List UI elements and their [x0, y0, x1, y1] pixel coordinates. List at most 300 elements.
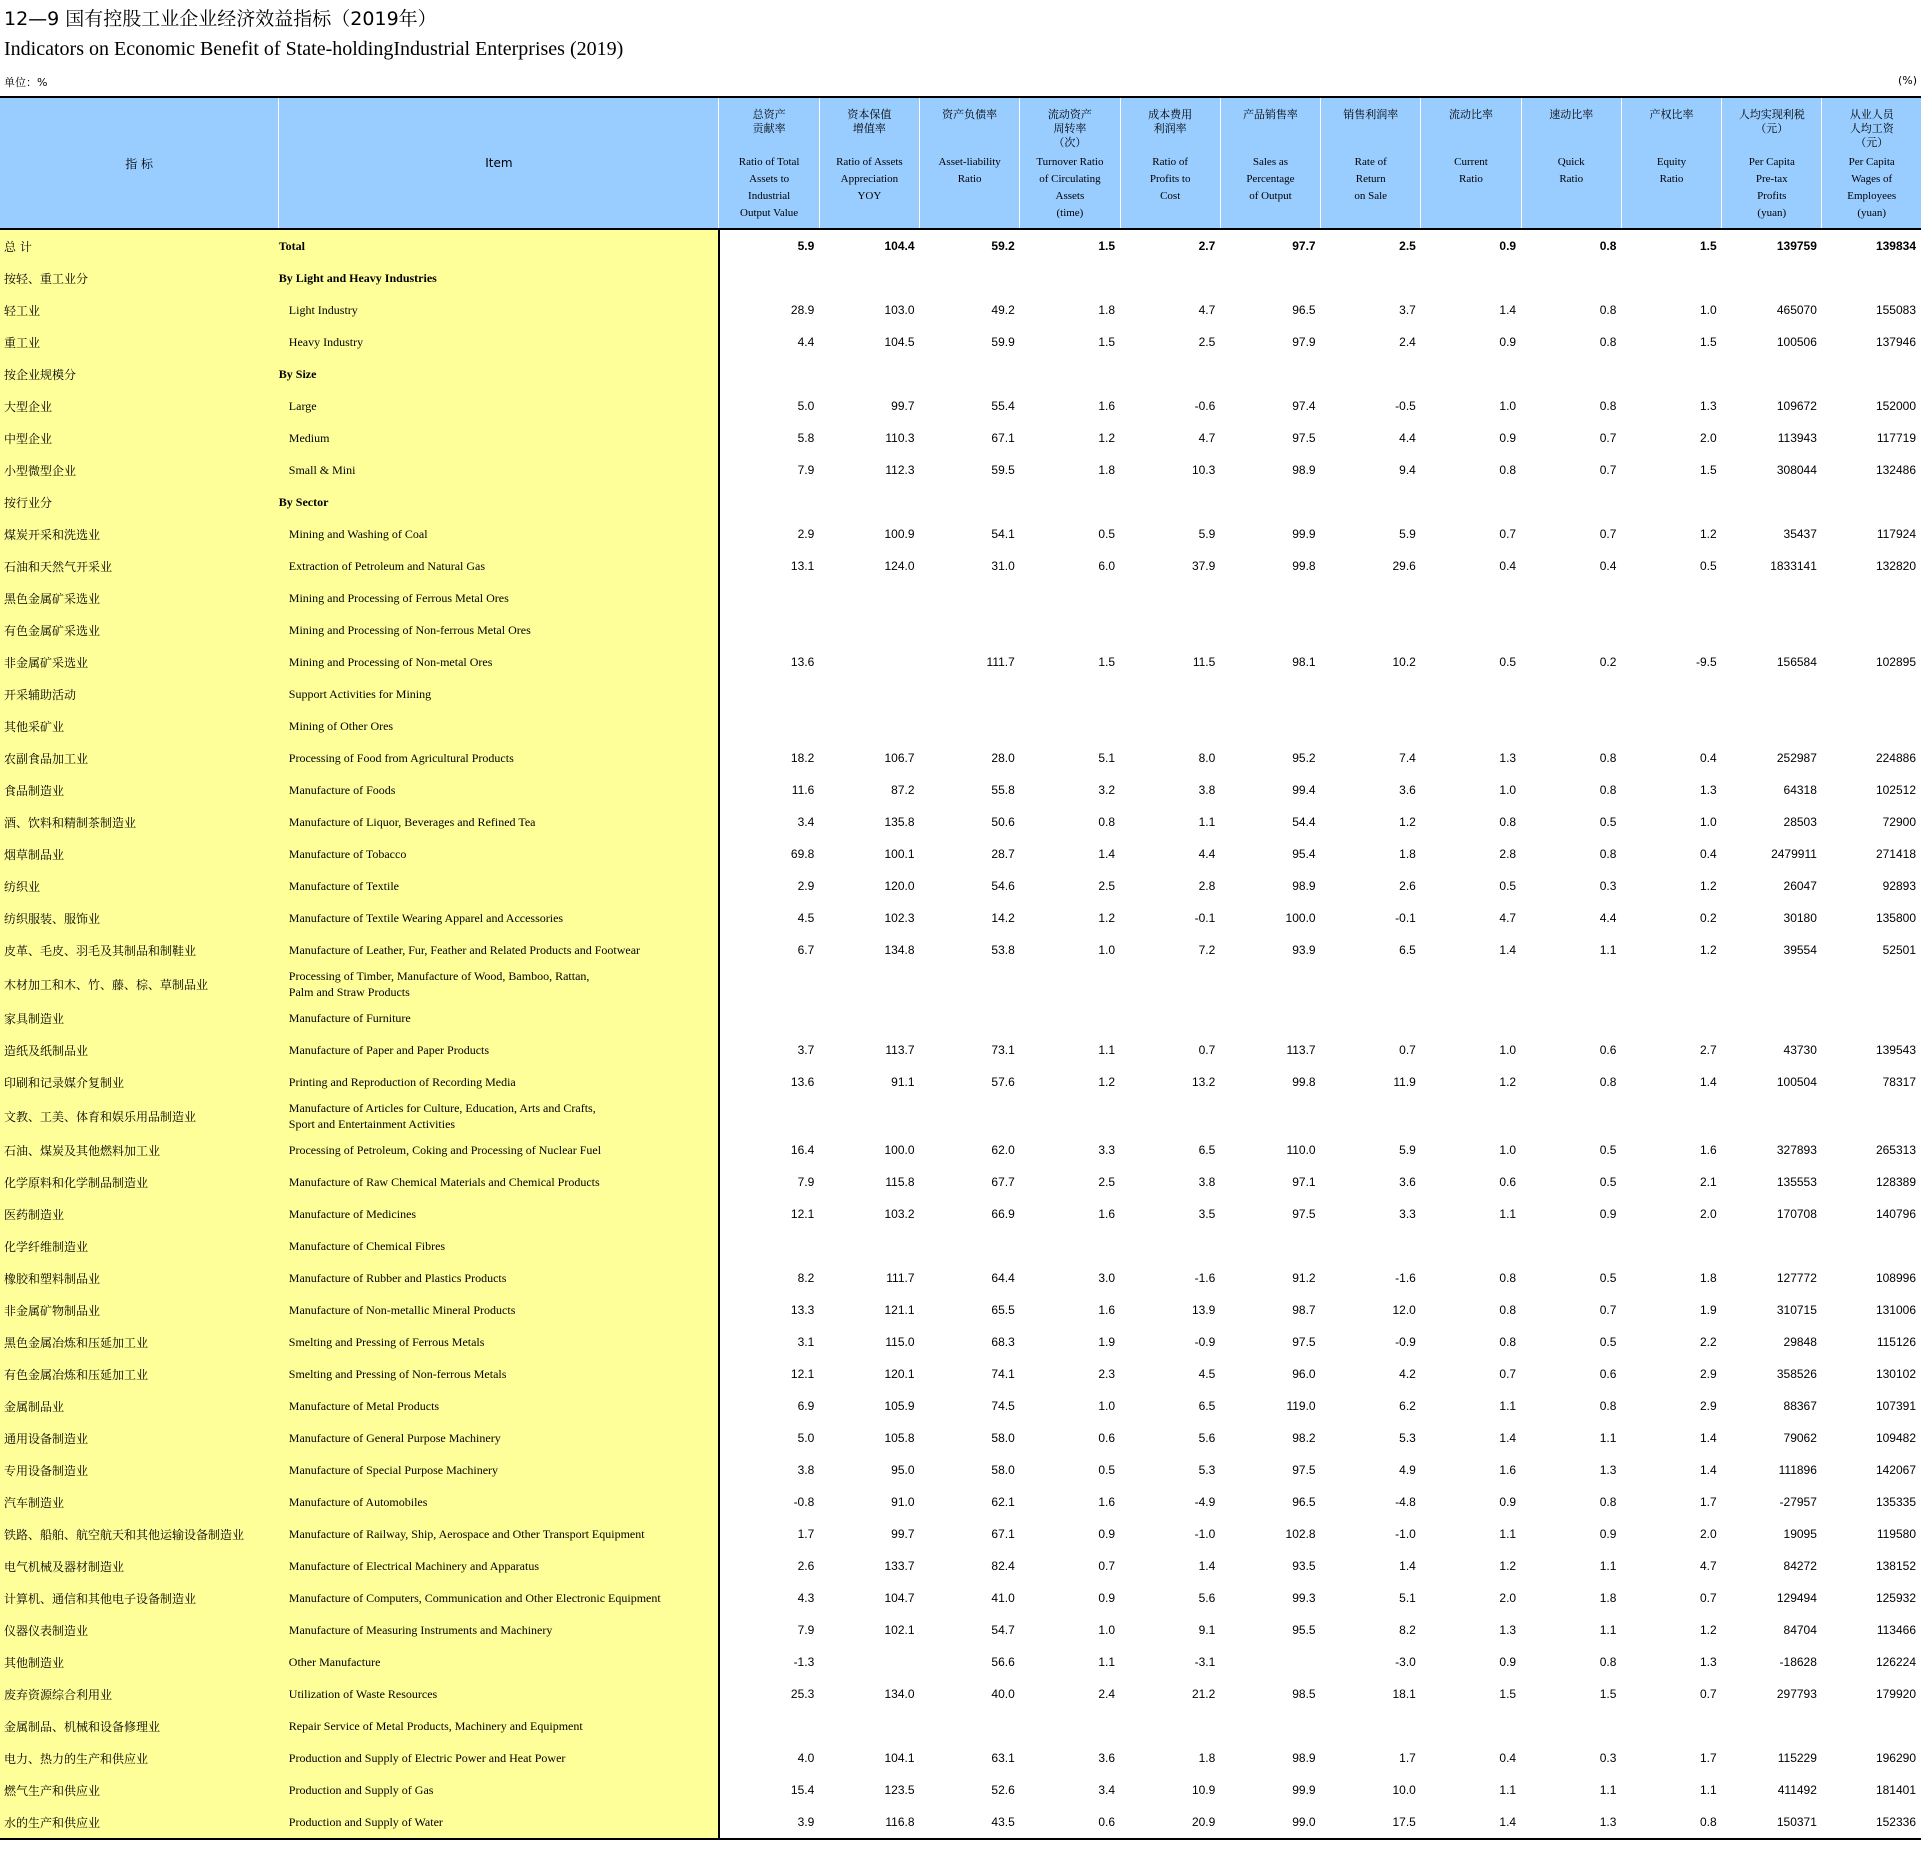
data-cell — [1621, 1230, 1721, 1262]
row-label-en — [279, 1034, 719, 1066]
data-cell: 91.2 — [1292, 1271, 1316, 1285]
data-cell: 5.3 — [1198, 1463, 1216, 1477]
data-cell: 1.4 — [1098, 847, 1116, 861]
data-cell: 31.0 — [991, 559, 1015, 573]
row-label-en — [279, 934, 719, 966]
data-cell: 8.2 — [1399, 1623, 1416, 1637]
row-label-en — [279, 902, 719, 934]
table-row — [0, 1806, 1921, 1839]
data-cell: 4.7 — [1699, 1559, 1717, 1573]
row-label-en-text: Manufacture of Electrical Machinery and Apparatus — [288, 1559, 540, 1573]
data-cell — [1822, 678, 1921, 710]
row-label-en — [279, 390, 719, 422]
column-header-cn: 总资产 贡献率 — [752, 108, 786, 135]
data-cell — [1722, 678, 1822, 710]
column-header-cn: 人均实现利税 （元） — [1738, 108, 1805, 135]
data-cell: 99.0 — [1220, 1806, 1320, 1839]
row-label-en — [279, 486, 719, 518]
data-cell: 3.4 — [797, 815, 815, 829]
data-cell: 0.9 — [1599, 1527, 1617, 1541]
data-cell — [1020, 1002, 1120, 1034]
data-cell: 15.4 — [790, 1783, 815, 1797]
row-label-en — [279, 614, 719, 646]
data-cell: 196290 — [1875, 1751, 1916, 1765]
row-label-cn: 按轻、重工业分 — [0, 262, 279, 294]
data-cell: 1.1 — [1499, 1783, 1517, 1797]
data-cell: 0.9 — [1098, 1527, 1116, 1541]
data-cell: 98.9 — [1292, 1751, 1316, 1765]
data-cell — [1120, 1098, 1220, 1134]
data-cell: 1.0 — [1098, 943, 1116, 957]
data-cell: 109672 — [1776, 399, 1817, 413]
data-cell: 99.3 — [1292, 1591, 1316, 1605]
data-cell: 3.4 — [1098, 1783, 1116, 1797]
data-cell — [1321, 1710, 1421, 1742]
data-cell: 1.2 — [1699, 1623, 1717, 1637]
data-cell: 18.1 — [1392, 1687, 1416, 1701]
data-cell: 2.5 — [1198, 335, 1216, 349]
row-label-cn: 医药制造业 — [0, 1198, 279, 1230]
row-label-cn: 小型微型企业 — [0, 454, 279, 486]
data-cell: 2.8 — [1198, 879, 1216, 893]
data-cell — [819, 614, 919, 646]
data-cell — [1220, 582, 1320, 614]
data-cell: 3.7 — [797, 1043, 815, 1057]
data-cell: 96.0 — [1292, 1367, 1316, 1381]
column-header-cn: 资产负债率 — [942, 108, 998, 121]
row-label-en-text: Light Industry — [288, 303, 358, 317]
data-cell — [719, 614, 819, 646]
data-cell: 98.2 — [1292, 1431, 1316, 1445]
data-cell: 0.7 — [1599, 463, 1617, 477]
data-cell: 1.2 — [1699, 879, 1717, 893]
data-cell: 113.7 — [885, 1043, 915, 1057]
data-cell: -0.5 — [1395, 399, 1416, 413]
data-cell: 74.5 — [991, 1399, 1015, 1413]
data-cell: 99.8 — [1292, 1075, 1316, 1089]
data-cell: 5.9 — [797, 239, 815, 253]
data-cell: 1.8 — [1098, 303, 1116, 317]
column-header-en: Ratio of Total Assets to Industrial Output Value — [738, 156, 800, 219]
data-cell: 1.1 — [1198, 815, 1216, 829]
data-cell: 117924 — [1876, 527, 1916, 541]
data-cell: 1.3 — [1499, 1623, 1517, 1637]
data-cell: 97.4 — [1292, 399, 1316, 413]
table-row — [0, 870, 1921, 902]
row-label-en — [279, 1774, 719, 1806]
data-cell: 0.6 — [1599, 1367, 1617, 1381]
data-cell: 3.8 — [1198, 1175, 1216, 1189]
data-cell — [1321, 710, 1421, 742]
data-cell: 0.5 — [1599, 1143, 1617, 1157]
data-cell: 135553 — [1776, 1175, 1817, 1189]
data-cell: 1.4 — [1499, 943, 1517, 957]
table-row — [0, 1262, 1921, 1294]
data-cell: 105.8 — [884, 1431, 915, 1445]
data-cell: 13.6 — [790, 1075, 815, 1089]
data-cell: 102.1 — [884, 1623, 915, 1637]
data-cell: 134.8 — [884, 943, 915, 957]
data-cell: -18628 — [1779, 1655, 1817, 1669]
data-cell: 0.2 — [1699, 911, 1717, 925]
row-label-cn: 通用设备制造业 — [0, 1422, 279, 1454]
data-cell: 98.5 — [1292, 1687, 1316, 1701]
row-label-en-text: Manufacture of Furniture — [288, 1011, 411, 1025]
data-cell: 18.2 — [790, 751, 815, 765]
data-cell: 1.2 — [1499, 1559, 1517, 1573]
data-cell: 5.0 — [797, 399, 815, 413]
row-label-en-text: By Sector — [278, 495, 329, 509]
data-cell — [1421, 262, 1521, 294]
data-cell: 1.1 — [1499, 1399, 1517, 1413]
column-header — [1621, 97, 1721, 229]
table-row — [0, 1358, 1921, 1390]
data-cell: 59.5 — [991, 463, 1015, 477]
column-header-en: Current Ratio — [1454, 156, 1488, 185]
data-cell — [1621, 1710, 1721, 1742]
row-label-en — [279, 1198, 719, 1230]
data-cell: 115126 — [1876, 1335, 1916, 1349]
data-cell: 52.6 — [991, 1783, 1015, 1797]
data-cell: 28.7 — [991, 847, 1015, 861]
data-cell: 105.9 — [884, 1399, 915, 1413]
data-cell: 116.8 — [819, 1806, 919, 1839]
row-label-cn: 煤炭开采和洗选业 — [0, 518, 279, 550]
data-cell: -4.9 — [1194, 1495, 1216, 1509]
data-cell: 13.1 — [790, 559, 815, 573]
column-header — [719, 97, 819, 229]
data-cell — [819, 710, 919, 742]
row-label-cn: 金属制品业 — [0, 1390, 279, 1422]
row-label-en — [279, 1454, 719, 1486]
data-cell: 0.7 — [1599, 1303, 1617, 1317]
data-cell — [819, 486, 919, 518]
column-header-cn: 销售利润率 — [1343, 108, 1399, 121]
data-cell — [1822, 358, 1921, 390]
data-cell — [1220, 614, 1320, 646]
table-row — [0, 1774, 1921, 1806]
data-cell: -1.6 — [1194, 1271, 1216, 1285]
row-label-en — [279, 518, 719, 550]
data-cell — [1020, 678, 1120, 710]
data-cell — [1722, 358, 1822, 390]
data-cell: 13.2 — [1191, 1075, 1216, 1089]
row-label-cn: 水的生产和供应业 — [0, 1806, 279, 1839]
data-cell: 35437 — [1783, 527, 1817, 541]
data-cell: 28.0 — [991, 751, 1015, 765]
row-label-en-text: Manufacture of Paper and Paper Products — [288, 1043, 490, 1057]
data-cell: 119.0 — [1286, 1399, 1316, 1413]
row-label-en — [279, 1806, 719, 1839]
row-label-en-text: Smelting and Pressing of Ferrous Metals — [288, 1335, 485, 1349]
data-cell: 103.2 — [884, 1207, 915, 1221]
row-label-en-text: Total — [278, 239, 306, 253]
row-label-en-text: Production and Supply of Electric Power and Heat Power — [288, 1751, 566, 1765]
column-header-en: Asset-liability Ratio — [938, 156, 1001, 185]
row-label-en-text: Mining of Other Ores — [288, 719, 394, 733]
data-cell: -0.9 — [1395, 1335, 1416, 1349]
data-cell — [1321, 1230, 1421, 1262]
page-title-cn: 12—9 国有控股工业企业经济效益指标（2019年） — [4, 8, 437, 30]
data-cell: 1.0 — [1499, 1143, 1517, 1157]
data-cell: -0.1 — [1194, 911, 1216, 925]
data-cell — [1020, 582, 1120, 614]
table-row — [0, 229, 1921, 262]
row-label-en-text: Manufacture of Foods — [288, 783, 396, 797]
data-cell — [920, 966, 1020, 1002]
data-cell: 5.3 — [1399, 1431, 1416, 1445]
row-label-en — [279, 1582, 719, 1614]
data-cell: 102.8 — [1285, 1527, 1316, 1541]
table-row — [0, 486, 1921, 518]
data-cell: 181401 — [1875, 1783, 1916, 1797]
data-cell: 1.1 — [1098, 1043, 1116, 1057]
data-cell: 0.8 — [1599, 847, 1617, 861]
table-row — [0, 1614, 1921, 1646]
data-cell: 1.2 — [1499, 1075, 1517, 1089]
data-cell — [1220, 358, 1320, 390]
column-header-cn: 成本费用 利润率 — [1148, 108, 1193, 135]
data-cell: 93.9 — [1292, 943, 1316, 957]
data-cell — [1822, 1230, 1921, 1262]
row-label-cn: 木材加工和木、竹、藤、棕、草制品业 — [0, 966, 279, 1002]
data-cell: 127772 — [1776, 1271, 1817, 1285]
data-cell: 20.9 — [1120, 1806, 1220, 1839]
data-cell: 1.2 — [1098, 911, 1116, 925]
column-header-cn: 速动比率 — [1549, 108, 1594, 121]
data-cell: 2.2 — [1699, 1335, 1717, 1349]
data-cell: 13.9 — [1191, 1303, 1216, 1317]
data-cell: 115229 — [1777, 1751, 1817, 1765]
data-cell: 99.7 — [891, 399, 915, 413]
data-cell — [1722, 710, 1822, 742]
data-cell — [1020, 358, 1120, 390]
row-label-en-text: Manufacture of Railway, Ship, Aerospace and Other Transport Equipment — [288, 1527, 645, 1541]
data-cell — [1521, 1710, 1621, 1742]
row-label-cn: 纺织业 — [0, 870, 279, 902]
data-cell: 0.8 — [1599, 335, 1617, 349]
data-cell: -0.8 — [793, 1495, 815, 1509]
data-cell: 0.8 — [1499, 1271, 1517, 1285]
data-cell: 55.4 — [991, 399, 1015, 413]
data-cell: 1.3 — [1599, 1463, 1617, 1477]
data-cell: 139759 — [1776, 239, 1817, 253]
data-cell: 1.6 — [1499, 1463, 1517, 1477]
table-row — [0, 614, 1921, 646]
data-cell: 95.2 — [1292, 751, 1316, 765]
data-cell: 2.0 — [1499, 1591, 1517, 1605]
row-label-en-text: Manufacture of General Purpose Machinery — [288, 1431, 501, 1445]
data-cell: 0.5 — [1599, 1271, 1617, 1285]
data-cell: 5.9 — [1198, 527, 1216, 541]
data-cell — [719, 1098, 819, 1134]
data-cell: 0.8 — [1499, 463, 1517, 477]
data-cell: 6.5 — [1399, 943, 1416, 957]
data-cell: 1.4 — [1699, 1431, 1717, 1445]
data-cell: 108996 — [1875, 1271, 1916, 1285]
data-cell: 0.9 — [1499, 1495, 1517, 1509]
column-header-cn: 产品销售率 — [1242, 108, 1298, 121]
data-cell: 0.7 — [1098, 1559, 1116, 1573]
table-row — [0, 966, 1921, 1002]
data-cell: 91.0 — [891, 1495, 915, 1509]
data-cell: 1.5 — [1599, 1687, 1617, 1701]
data-cell: 104.7 — [884, 1591, 915, 1605]
data-cell: 49.2 — [991, 303, 1015, 317]
data-cell: 111.7 — [886, 1271, 915, 1285]
data-cell: 1.3 — [1699, 399, 1717, 413]
data-cell: 63.1 — [991, 1751, 1015, 1765]
data-cell: 100504 — [1776, 1075, 1817, 1089]
data-cell: -1.6 — [1395, 1271, 1416, 1285]
row-label-en-text: Processing of Food from Agricultural Products — [288, 751, 514, 765]
row-label-en-text: Manufacture of Automobiles — [288, 1495, 428, 1509]
data-cell: 1.4 — [1198, 1559, 1216, 1573]
header-label-en: Item — [279, 97, 719, 229]
data-cell — [1421, 1710, 1521, 1742]
row-label-en-text: Other Manufacture — [288, 1655, 381, 1669]
data-cell — [1120, 358, 1220, 390]
data-cell — [819, 262, 919, 294]
table-row — [0, 1710, 1921, 1742]
data-cell: 28.9 — [790, 303, 815, 317]
data-cell — [1321, 614, 1421, 646]
data-cell: 135.8 — [884, 815, 915, 829]
data-cell — [1220, 486, 1320, 518]
data-cell: 0.8 — [1599, 1399, 1617, 1413]
row-label-cn: 电力、热力的生产和供应业 — [0, 1742, 279, 1774]
data-cell: 1.1 — [1699, 1783, 1717, 1797]
data-cell — [920, 614, 1020, 646]
data-cell: 1.5 — [1699, 239, 1717, 253]
column-header — [1722, 97, 1822, 229]
row-label-en — [279, 550, 719, 582]
data-cell — [920, 582, 1020, 614]
data-cell: 4.2 — [1399, 1367, 1416, 1381]
data-cell: 98.9 — [1292, 463, 1316, 477]
data-cell: -0.9 — [1194, 1335, 1216, 1349]
table-row — [0, 326, 1921, 358]
data-cell: 98.7 — [1292, 1303, 1316, 1317]
data-cell: 67.1 — [991, 431, 1015, 445]
data-cell — [1120, 678, 1220, 710]
data-cell — [1020, 710, 1120, 742]
table-row — [0, 518, 1921, 550]
data-cell — [920, 1230, 1020, 1262]
data-cell — [1020, 262, 1120, 294]
data-cell: 96.5 — [1292, 1495, 1316, 1509]
data-cell: 0.9 — [1499, 431, 1517, 445]
data-cell: 58.0 — [991, 1431, 1015, 1445]
data-cell — [1421, 614, 1521, 646]
data-cell: 0.5 — [1098, 1463, 1116, 1477]
data-cell: 0.7 — [1699, 1591, 1717, 1605]
data-cell: 12.1 — [790, 1367, 815, 1381]
row-label-en-text: Manufacture of Medicines — [288, 1207, 417, 1221]
data-cell: 0.8 — [1599, 1495, 1617, 1509]
data-cell: 97.5 — [1292, 1207, 1316, 1221]
table-row — [0, 550, 1921, 582]
data-cell: -1.0 — [1194, 1527, 1216, 1541]
row-label-en-text: Manufacture of Measuring Instruments and Machinery — [288, 1623, 553, 1637]
data-cell — [1521, 582, 1621, 614]
data-cell: 14.2 — [991, 911, 1015, 925]
data-cell: 1.6 — [1098, 1495, 1116, 1509]
data-cell: 54.6 — [991, 879, 1015, 893]
data-cell: 1.5 — [1098, 239, 1116, 253]
data-cell: 3.2 — [1098, 783, 1116, 797]
data-cell: 39554 — [1783, 943, 1817, 957]
data-cell: 1.7 — [797, 1527, 815, 1541]
data-cell: 1.9 — [1098, 1335, 1116, 1349]
row-label-en — [279, 838, 719, 870]
data-cell: 4.4 — [1198, 847, 1216, 861]
data-cell: 97.7 — [1292, 239, 1316, 253]
data-cell: 1.5 — [1499, 1687, 1517, 1701]
column-header — [819, 97, 919, 229]
data-cell: 30180 — [1783, 911, 1817, 925]
data-cell: 358526 — [1776, 1367, 1817, 1381]
data-cell — [1621, 358, 1721, 390]
data-cell: 1.0 — [1699, 303, 1717, 317]
data-cell — [719, 966, 819, 1002]
data-cell: 1.0 — [1098, 1399, 1116, 1413]
data-cell: 1.6 — [1699, 1143, 1717, 1157]
data-cell — [1421, 358, 1521, 390]
column-header-cn: 产权比率 — [1649, 108, 1694, 121]
data-cell: 68.3 — [991, 1335, 1015, 1349]
row-label-en-text: Mining and Washing of Coal — [288, 527, 428, 541]
data-cell: 6.5 — [1198, 1399, 1216, 1413]
column-header-en: Per Capita Wages of Employees (yuan) — [1847, 156, 1897, 219]
row-label-en-text: Manufacture of Liquor, Beverages and Refined Tea — [288, 815, 536, 829]
data-cell — [1220, 678, 1320, 710]
row-label-en — [279, 1486, 719, 1518]
data-cell: 9.4 — [1399, 463, 1416, 477]
data-cell: 1.5 — [1699, 463, 1717, 477]
data-cell — [920, 358, 1020, 390]
data-cell: 13.3 — [790, 1303, 815, 1317]
data-cell: 28503 — [1783, 815, 1817, 829]
data-cell — [1321, 966, 1421, 1002]
data-cell — [1822, 966, 1921, 1002]
row-label-en-text: Production and Supply of Gas — [288, 1783, 434, 1797]
data-cell: 84704 — [1783, 1623, 1817, 1637]
data-cell: 2.9 — [1699, 1367, 1717, 1381]
data-cell: 310715 — [1776, 1303, 1817, 1317]
table-row — [0, 1066, 1921, 1098]
table-header — [0, 97, 1921, 229]
data-cell: 3.3 — [1399, 1207, 1416, 1221]
data-cell: 0.3 — [1599, 1751, 1617, 1765]
data-cell: 29848 — [1783, 1335, 1817, 1349]
row-label-cn: 按企业规模分 — [0, 358, 279, 390]
data-cell: 0.5 — [1098, 527, 1116, 541]
data-cell — [1321, 262, 1421, 294]
data-cell: 119580 — [1876, 1527, 1916, 1541]
table-row — [0, 1390, 1921, 1422]
data-cell: -1.0 — [1395, 1527, 1416, 1541]
data-cell: -27957 — [1779, 1495, 1817, 1509]
table-row — [0, 1166, 1921, 1198]
data-cell: 2.8 — [1499, 847, 1517, 861]
data-cell: 113943 — [1777, 431, 1817, 445]
data-cell: 0.8 — [1621, 1806, 1721, 1839]
data-cell — [1321, 582, 1421, 614]
table-body — [0, 229, 1921, 1839]
data-cell: 37.9 — [1191, 559, 1216, 573]
row-label-en — [279, 710, 719, 742]
